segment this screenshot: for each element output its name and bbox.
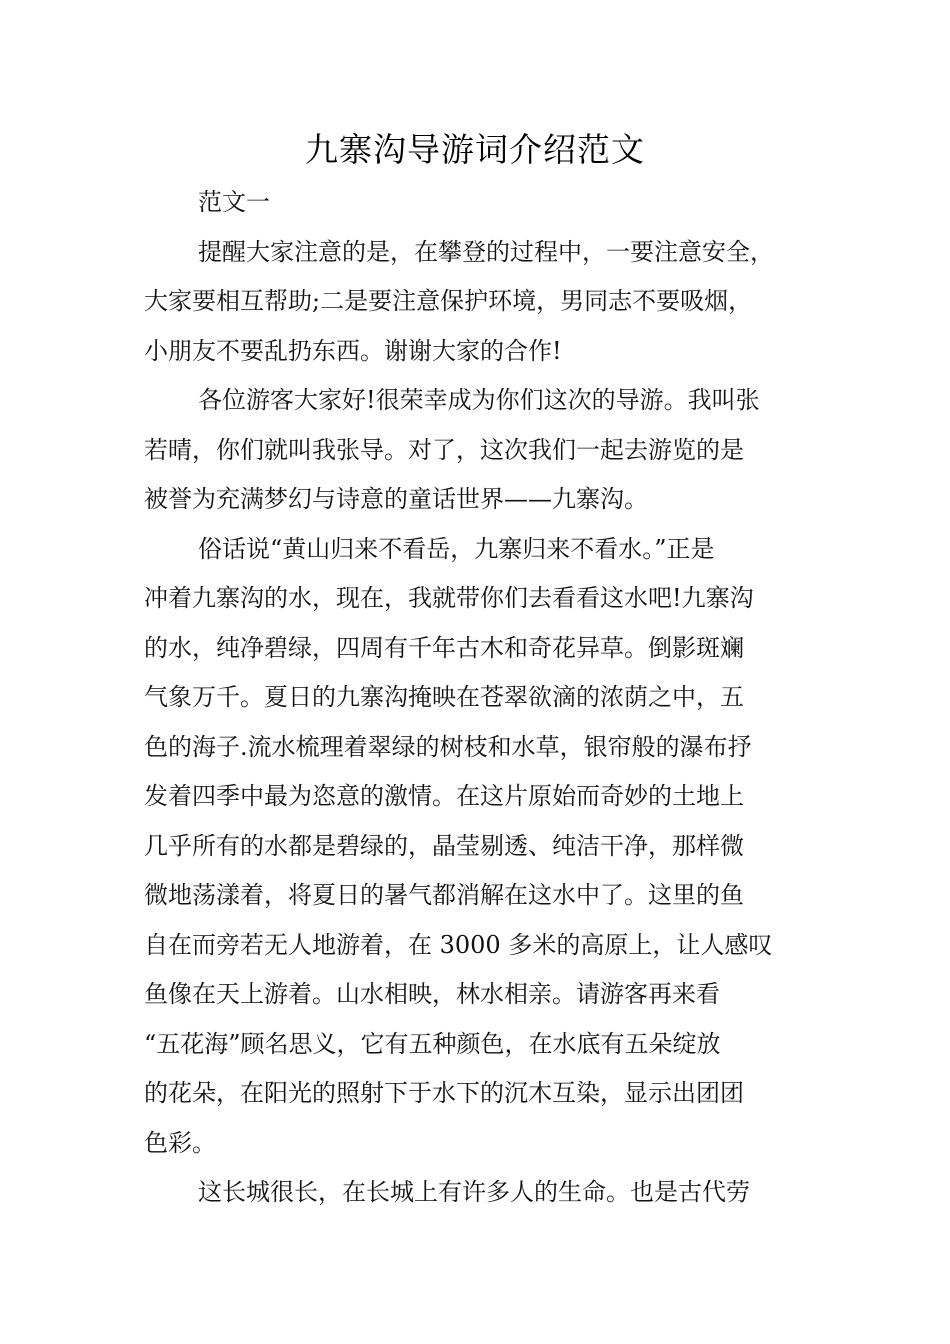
document-title: 九寨沟导游词介绍范文	[305, 130, 645, 169]
text-line: 色彩。	[144, 1128, 216, 1157]
text-line: 的水，纯净碧绿，四周有千年古木和奇花异草。倒影斑斓	[144, 633, 744, 662]
text-line: 提醒大家注意的是，在攀登的过程中，一要注意安全，	[198, 237, 774, 266]
text-line: 气象万千。夏日的九寨沟掩映在苍翠欲滴的浓荫之中，五	[144, 683, 744, 711]
text-line: 微地荡漾着，将夏日的暑气都消解在这水中了。这里的鱼	[144, 881, 744, 909]
text-line: 鱼像在天上游着。山水相映，林水相亲。请游客再来看	[144, 980, 720, 1008]
text-line: “五花海”顾名思义，它有五种颜色，在水底有五朵绽放	[144, 1029, 721, 1058]
text-line: 范文一	[198, 188, 270, 216]
document-body	[144, 178, 816, 1218]
text-line: 若晴，你们就叫我张导。对了，这次我们一起去游览的是	[144, 435, 744, 464]
text-line: 各位游客大家好!很荣幸成为你们这次的导游。我叫张	[198, 386, 760, 414]
text-line: 大家要相互帮助;二是要注意保护环境，男同志不要吸烟，	[144, 287, 753, 315]
text-line: 这长城很长，在长城上有许多人的生命。也是古代劳	[198, 1178, 750, 1206]
text-line: 冲着九寨沟的水，现在，我就带你们去看看这水吧!九寨沟	[144, 584, 754, 612]
text-line: 自在而旁若无人地游着，在 3000 多米的高原上，让人感叹	[144, 930, 773, 959]
text-line: 的花朵，在阳光的照射下于水下的沉木互染，显示出团团	[144, 1079, 744, 1107]
text-line: 发着四季中最为恣意的激情。在这片原始而奇妙的土地上	[144, 782, 744, 810]
text-line: 被誉为充满梦幻与诗意的童话世界——九寨沟。	[144, 485, 648, 513]
text-line: 色的海子.流水梳理着翠绿的树枝和水草，银帘般的瀑布抒	[144, 732, 752, 761]
text-line: 俗话说“黄山归来不看岳，九寨归来不看水。”正是	[198, 534, 715, 563]
text-line: 几乎所有的水都是碧绿的，晶莹剔透、纯洁干净，那样微	[144, 831, 744, 860]
text-line: 小朋友不要乱扔东西。谢谢大家的合作!	[144, 336, 562, 365]
